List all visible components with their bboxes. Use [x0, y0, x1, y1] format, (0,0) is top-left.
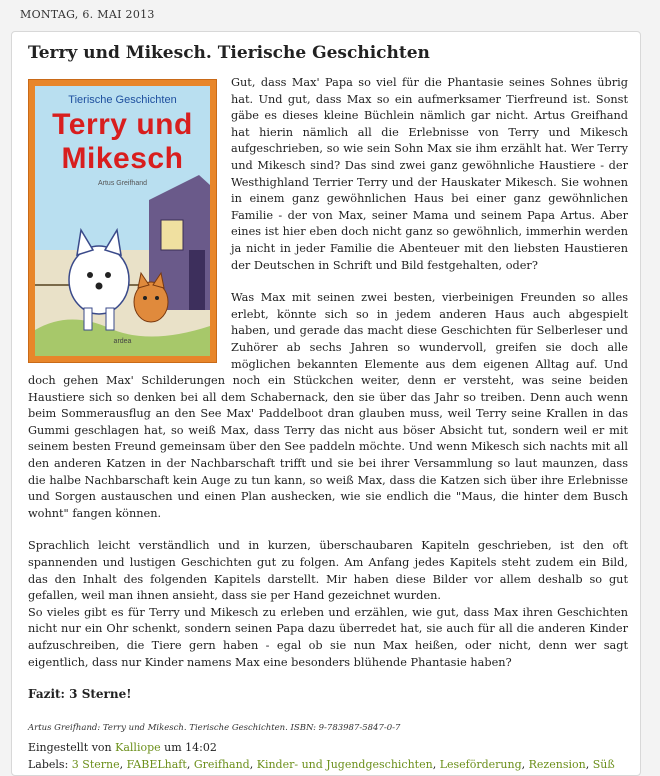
label-link-fabelhaft[interactable]: FABELhaft	[126, 758, 187, 772]
label-link-suess[interactable]: Süß	[592, 758, 615, 772]
review-paragraph-1: Gut, dass Max' Papa so viel für die Phantasie seines Sohnes übrig hat. Und gut, dass Max so ein aufmerksamer Tierfreund ist. Sonst gäbe es dieses kleine Büchlein nämlich gar nicht. Artus Greifhand hat hierin nämlich all die Erlebnisse von Terry und Mikesch aufgeschrieben, so wie sein Sohn Max sie ihm erzählt hat. Wer Terry und Mikesch sind? Das sind zwei ganz gewöhnliche Haustiere - der Westhighland Terrier Terry und der Hauskater Mikesch. Sie wohnen in einem ganz gewöhnlichen Haus bei einer ganz gewöhnlichen Familie - der von Max, seiner Mama und seinem Papa Artus. Aber eines ist hier eben doch nicht ganz so gewöhnlich, immerhin werden ja nicht in jeder Familie die Abenteuer mit den liebsten Haustieren der Deutschen in Schrift und Bild festgehalten, oder?	[231, 76, 628, 272]
cover-publisher: ardea	[113, 338, 132, 345]
label-link-kinder-und-jugendgeschichten[interactable]: Kinder- und Jugendgeschichten	[256, 758, 433, 772]
post-time-link[interactable]: 14:02	[185, 741, 217, 755]
posted-by-label: Eingestellt von	[28, 741, 112, 755]
blog-post	[11, 31, 641, 776]
cover-author: Artus Greifhand	[97, 180, 148, 187]
book-cover-image	[28, 79, 217, 363]
review-paragraph-2: Was Max mit seinen zwei besten, vierbeinigen Freunden so alles erlebt, könnte sich so in jedem anderen Haus auch abgespielt haben, und gerade das macht diese Geschichten für Selberleser und Zuhörer ab sechs Jahren so wundervoll, greifen sie doch alle möglichen bekannten Elemente aus dem eigenen Alltag auf. Und doch gehen Max' Schilderungen noch ein Stückchen weiter, denn er versteht, was seine beiden Haustiere sich so denken bei all dem Schabernack, den sie über das Jahr so treiben. Denn auch wenn beim Sommerausflug an den See Max' Paddelboot dran glauben muss, weil Terry seine Krallen in das Gummi geschlagen hat, so weiß Max, dass Terry das nicht aus böser Absicht tut, sondern weil er mit seinem besten Freund gemeinsam über den See paddeln möchte. Und wenn Mikesch sich nachts mit all den anderen Katzen in der Nachbarschaft trifft und sie bei ihrer Versammlung so laut maunzen, dass die halbe Nachbarschaft kein Auge zu tun kann, so weiß Max, dass die Katzen sich über ihre Erlebnisse und Sorgen austauschen und einen Plan aushecken, wie sie endlich die "Maus, die hinter dem Busch wohnt" fangen können.	[28, 291, 628, 520]
label-link-3-sterne[interactable]: 3 Sterne	[71, 758, 120, 772]
cover-subtitle: Tierische Geschichten	[68, 94, 177, 106]
post-footer-author	[28, 741, 628, 754]
cover-title-line-1: Terry und	[52, 108, 193, 141]
label-link-greifhand[interactable]: Greifhand	[193, 758, 250, 772]
labels-prefix: Labels:	[28, 758, 69, 772]
review-paragraph-4: So vieles gibt es für Terry und Mikesch zu erleben und erzählen, wie gut, dass Max ihren Geschichten nicht nur ein Ohr schenkt, sondern seinen Papa dazu überredet hat, sie auch für all die anderen Kinder aufzuschreiben, die Tiere gern haben - egal ob sie nun Max heißen, oder nicht, denn wer sagt eigentlich, dass nur Kinder namens Max eine besonders blühende Phantasie haben?	[28, 605, 628, 669]
label-link-rezension[interactable]: Rezension	[528, 758, 586, 772]
review-paragraph-3: Sprachlich leicht verständlich und in kurzen, überschaubaren Kapiteln geschrieben, ist den oft spannenden und lustigen Geschichten gut zu folgen. Am Anfang jedes Kapitels steht zudem ein Bild, das den Inhalt des folgenden Kapitels darstellt. Mir haben diese Bilder vor allem deshalb so gut gefallen, weil man ihnen ansieht, dass sie per Hand gezeichnet wurden.	[28, 539, 628, 603]
cover-title-line-2: Mikesch	[61, 142, 184, 175]
isbn-line: Artus Greifhand: Terry und Mikesch. Tierische Geschichten. ISBN: 9-783987-5847-0-7	[28, 723, 401, 734]
post-labels: Labels: 3 Sterne, FABELhaft, Greifhand, Kinder- und Jugendgeschichten, Leseförderung, Rezension, Süß	[28, 758, 615, 772]
post-date: MONTAG, 6. MAI 2013	[20, 8, 155, 21]
post-title[interactable]: Terry und Mikesch. Tierische Geschichten	[28, 43, 430, 63]
posted-at-label: um	[164, 741, 182, 755]
verdict: Fazit: 3 Sterne!	[28, 687, 132, 702]
author-link[interactable]: Kalliope	[115, 741, 161, 755]
label-link-lesefoerderung[interactable]: Leseförderung	[439, 758, 522, 772]
